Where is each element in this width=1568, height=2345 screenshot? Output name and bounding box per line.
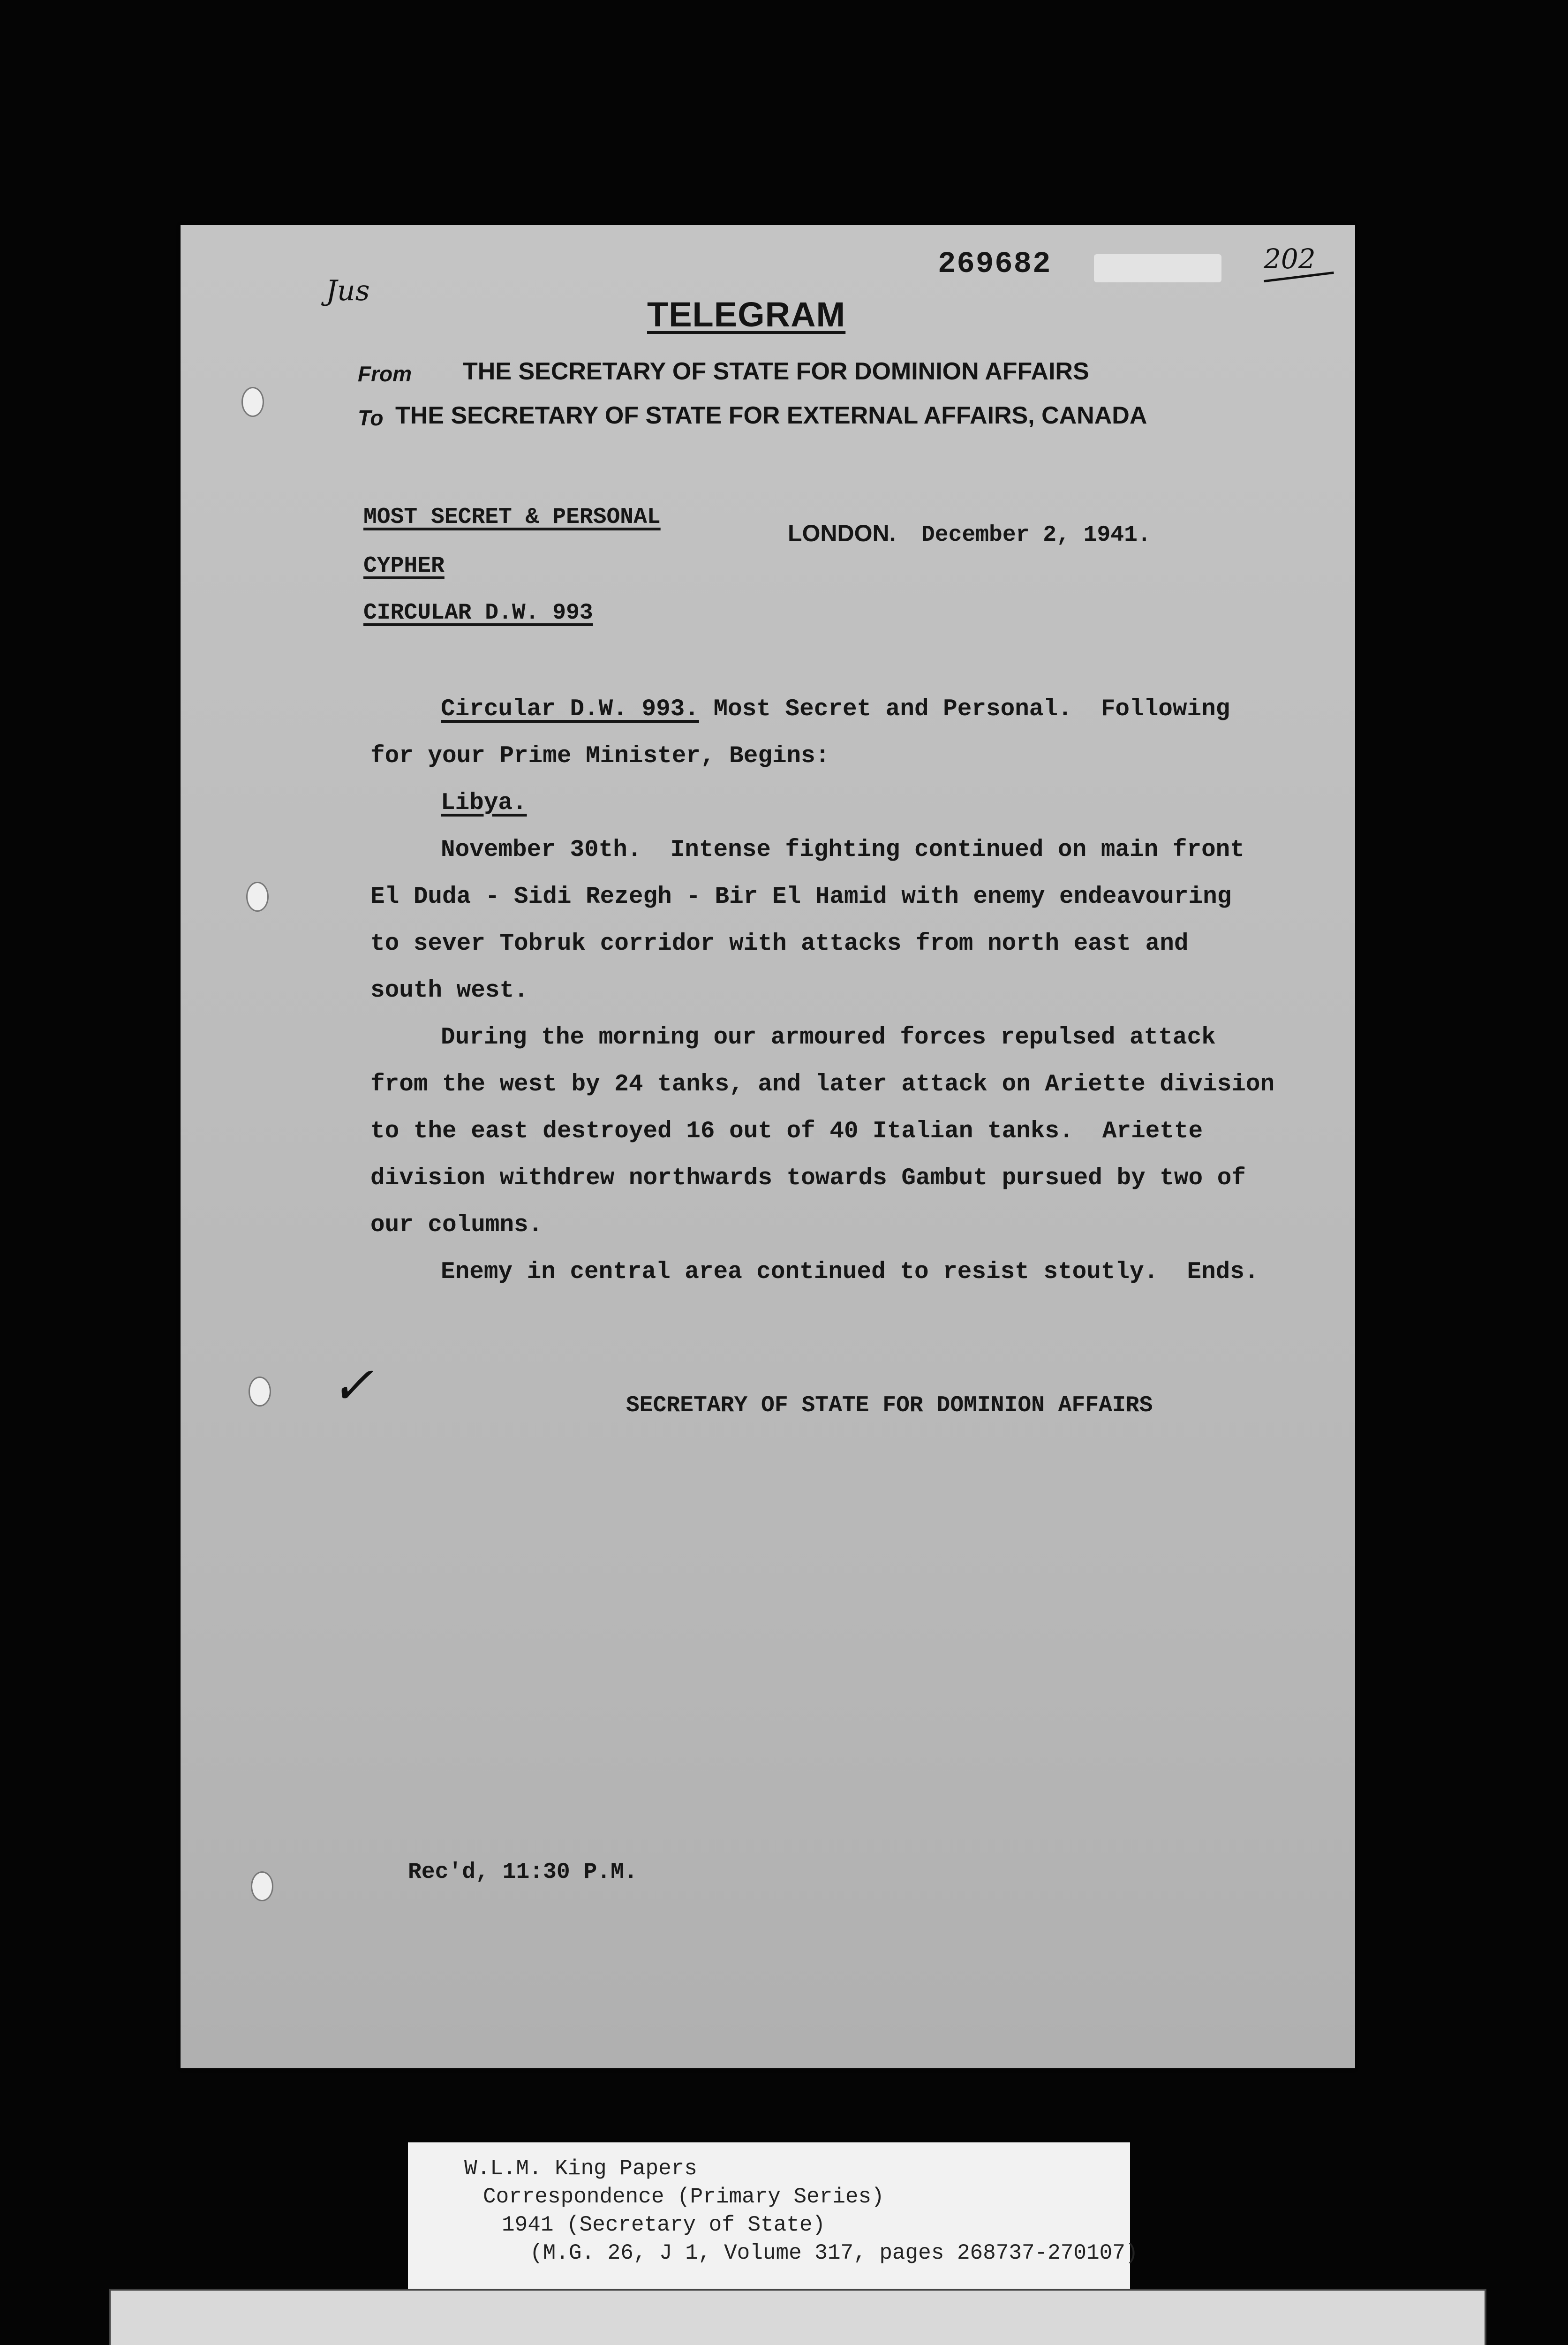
body-line: El Duda - Sidi Rezegh - Bir El Hamid with enemy endeavouring [370,884,1232,910]
punch-hole [241,387,264,417]
slip-line: 1941 (Secretary of State) [502,2213,826,2237]
slip-line: Correspondence (Primary Series) [483,2185,884,2209]
reference-slip [408,2142,1138,2307]
dateline-place: LONDON. [788,520,896,546]
handwritten-check-mark: ✓ [331,1355,374,1415]
serial-number: 269682 [938,248,1052,281]
body-line: Enemy in central area continued to resist stoutly. Ends. [441,1259,1259,1286]
circular-reference: Circular D.W. 993. [441,696,699,723]
punch-hole [249,1377,271,1407]
signature-line: SECRETARY OF STATE FOR DOMINION AFFAIRS [626,1393,1153,1418]
body-line: During the morning our armoured forces repulsed attack [441,1024,1216,1051]
body-line: to sever Tobruk corridor with attacks from north east and [370,930,1189,957]
archive-label [109,2289,1486,2345]
to-label: To [358,406,384,430]
to-value: THE SECRETARY OF STATE FOR EXTERNAL AFFAIRS, CANADA [395,402,1147,429]
body-line: from the west by 24 tanks, and later attack on Ariette division [370,1071,1275,1098]
handwritten-initials: Jus [326,274,370,307]
classification-cypher: CYPHER [363,553,445,579]
document-title: TELEGRAM [647,295,846,334]
dateline-date: December 2, 1941. [921,522,1151,548]
received-timestamp: Rec'd, 11:30 P.M. [408,1860,638,1885]
body-line: November 30th. Intense fighting continued on main front [441,837,1244,863]
telegram-sheet [181,225,1355,2068]
punch-hole [251,1871,273,1901]
body-line-1 [441,696,1230,723]
punch-hole [246,882,269,912]
from-value: THE SECRETARY OF STATE FOR DOMINION AFFAIRS [463,358,1089,385]
body-line-2: for your Prime Minister, Begins: [370,743,830,770]
classification-secrecy: MOST SECRET & PERSONAL [363,505,661,530]
body-line: south west. [370,977,528,1004]
paper-sticker [1094,254,1221,282]
body-line: our columns. [370,1212,543,1239]
handwritten-page-number: 202 [1264,243,1316,275]
slip-line: W.L.M. King Papers [464,2156,697,2181]
body-line: division withdrew northwards towards Gambut pursued by two of [370,1165,1246,1192]
classification-circular: CIRCULAR D.W. 993 [363,600,593,626]
body-line-1-text: Most Secret and Personal. Following [699,696,1230,723]
slip-line: (M.G. 26, J 1, Volume 317, pages 268737-270107) [530,2241,1138,2265]
from-label: From [358,362,412,386]
body-line: to the east destroyed 16 out of 40 Italian tanks. Ariette [370,1118,1203,1145]
body-heading: Libya. [441,790,527,817]
